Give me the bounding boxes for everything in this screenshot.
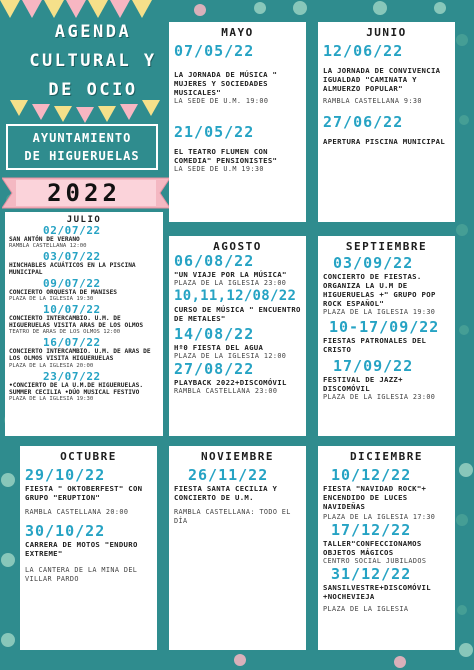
event-title: FIESTA " OKTOBERFEST" CON GRUPO "ERUPTION" — [25, 484, 143, 502]
month-diciembre: DICIEMBRE — [349, 450, 424, 463]
event-date: 10,11,12/08/22 — [174, 288, 297, 304]
ayuntamiento-line: DE HIGUERUELAS — [24, 149, 140, 163]
event-date: 27/08/22 — [174, 360, 255, 378]
event-title: LA JORNADA DE CONVIVENCIA IGUALDAD "CAMINATA Y ALMUERZO POPULAR" — [323, 66, 441, 93]
card-julio — [5, 212, 163, 436]
month-mayo: MAYO — [221, 26, 254, 39]
event-date: 27/06/22 — [323, 113, 404, 131]
event-place: RAMBLA CASTELLANA 9:30 — [323, 97, 422, 105]
event-place: RAMBLA CASTELLANA 20:00 — [25, 508, 129, 516]
card-agosto — [169, 236, 306, 436]
ayuntamiento-box — [6, 124, 158, 170]
event-title: CONCIERTO ORQUESTA DE MANISES — [9, 288, 118, 296]
event-date: 30/10/22 — [25, 522, 106, 540]
event-title: FIESTA "NAVIDAD ROCK"+ ENCENDIDO DE LUCES NAVIDEÑAS — [323, 484, 427, 511]
event-date: 07/05/22 — [174, 42, 255, 60]
month-agosto: AGOSTO — [213, 240, 262, 253]
card-mayo — [169, 22, 306, 222]
event-title: HINCHABLES ACUÁTICOS EN LA PISCINA MUNICIPAL — [9, 262, 136, 277]
event-date: 29/10/22 — [25, 466, 106, 484]
agenda-title — [18, 18, 168, 105]
event-place: PLAZA DE LA IGLESIA 23:00 — [174, 279, 287, 287]
event-date: 17/12/22 — [331, 521, 412, 539]
event-place: PLAZA DE LA IGLESIA 19:30 — [9, 295, 94, 302]
event-date: 03/07/22 — [43, 250, 101, 264]
event-date: 17/09/22 — [333, 357, 414, 375]
event-title: EL TEATRO FLUMEN CON COMEDIA" PENSIONISTES" — [174, 147, 278, 165]
ayuntamiento-line: AYUNTAMIENTO — [32, 131, 132, 145]
title-line: CULTURAL Y — [29, 51, 157, 71]
event-title: SAN ANTÓN DE VERANO — [9, 236, 80, 243]
event-place: PLAZA DE LA IGLESIA 12:00 — [174, 352, 287, 360]
event-date: 06/08/22 — [174, 252, 255, 270]
event-place: PLAZA DE LA IGLESIA 17:30 — [323, 513, 436, 521]
event-title: APERTURA PISCINA MUNICIPAL — [323, 137, 446, 146]
event-title: FESTIVAL DE JAZZ+ DISCOMÓVIL — [323, 375, 403, 393]
event-date: 21/05/22 — [174, 123, 255, 141]
card-septiembre — [318, 236, 455, 436]
event-title: CURSO DE MÚSICA " ENCUENTRO DE METALES" — [174, 305, 301, 323]
month-noviembre: NOVIEMBRE — [200, 450, 275, 463]
event-place: CENTRO SOCIAL JUBILADOS — [323, 557, 427, 565]
event-place: TEATRO DE ARAS DE LOS OLMOS 12:00 — [9, 329, 121, 336]
card-diciembre — [318, 446, 455, 650]
event-title: "UN VIAJE POR LA MÚSICA" — [174, 270, 287, 279]
event-title: LA JORNADA DE MÚSICA " MUJERES Y SOCIEDADES MUSICALES" — [174, 70, 278, 97]
month-octubre: OCTUBRE — [60, 450, 117, 463]
event-title: CONCIERTO INTERCAMBIO. U.M. DE ARAS DE LOS OLMOS VISITA HIGUERUELAS — [9, 348, 151, 363]
month-julio: JULIO — [66, 215, 102, 225]
event-date: 03/09/22 — [333, 254, 414, 272]
title-line: DE OCIO — [48, 80, 138, 100]
event-place: LA SEDE DE U.M 19:30 — [174, 165, 264, 173]
event-title: CONCIERTO INTERCAMBIO. U.M. DE HIGUERUELAS VISITA ARAS DE LOS OLMOS — [9, 314, 144, 330]
event-date: 23/07/22 — [43, 369, 101, 383]
event-title: CARRERA DE MOTOS "ENDURO EXTREME" — [25, 540, 138, 558]
event-title: TALLER"CONFECCIONAMOS OBJETOS MÁGICOS — [323, 539, 422, 557]
event-title: PLAYBACK 2022+DISCOMÓVIL — [174, 378, 287, 387]
event-place: PLAZA DE LA IGLESIA 19:30 — [9, 396, 94, 403]
event-date: 09/07/22 — [43, 276, 101, 290]
event-date: 10/12/22 — [331, 466, 412, 484]
event-date: 02/07/22 — [43, 224, 101, 237]
event-date: 14/08/22 — [174, 325, 255, 343]
event-title: Hº0 FIESTA DEL AGUA — [174, 343, 264, 352]
event-place: RAMBLA CASTELLANA 23:00 — [174, 387, 278, 395]
year-label: 2022 — [47, 179, 121, 207]
month-junio: JUNIO — [366, 26, 407, 39]
event-place: PLAZA DE LA IGLESIA 20:00 — [9, 362, 94, 369]
pennants — [0, 0, 152, 18]
event-place: RAMBLA CASTELLANA 12:00 — [9, 243, 87, 250]
card-noviembre — [169, 446, 306, 650]
event-place: LA SEDE DE U.M. 19:00 — [174, 97, 269, 105]
event-place: LA CANTERA DE LA MINA DEL VILLAR PARDO — [25, 566, 138, 583]
event-place: PLAZA DE LA IGLESIA 19:30 — [323, 308, 436, 316]
event-place: PLAZA DE LA IGLESIA — [323, 605, 409, 613]
card-octubre — [20, 446, 157, 650]
event-title: FIESTA SANTA CECILIA Y CONCIERTO DE U.M. — [174, 484, 278, 502]
event-title: CONCIERTO DE FIESTAS. ORGANIZA LA U.M DE HIGUERUELAS +" GRUPO POP ROCK ESPAÑOL" — [323, 272, 436, 308]
event-title: SANSILVESTRE+DISCOMÓVIL +NOCHEVIEJA — [323, 583, 431, 601]
event-place: PLAZA DE LA IGLESIA 23:00 — [323, 393, 436, 401]
month-septiembre: SEPTIEMBRE — [345, 240, 428, 253]
event-date: 16/07/22 — [43, 336, 101, 350]
event-date: 31/12/22 — [331, 565, 412, 583]
event-title: •CONCIERTO DE LA U.M.DE HIGUERUELAS. SUMMER CECILIA •DÚO MUSICAL FESTIVO — [9, 381, 144, 396]
event-title: FIESTAS PATRONALES DEL CRISTO — [323, 336, 427, 354]
event-date: 12/06/22 — [323, 42, 404, 60]
card-junio — [318, 22, 455, 222]
event-place: RAMBLA CASTELLANA: TODO EL DÍA — [174, 508, 291, 525]
event-date: 26/11/22 — [188, 466, 269, 484]
title-line: AGENDA — [54, 22, 132, 42]
event-date: 10/07/22 — [43, 302, 101, 316]
event-date: 10-17/09/22 — [329, 318, 440, 336]
